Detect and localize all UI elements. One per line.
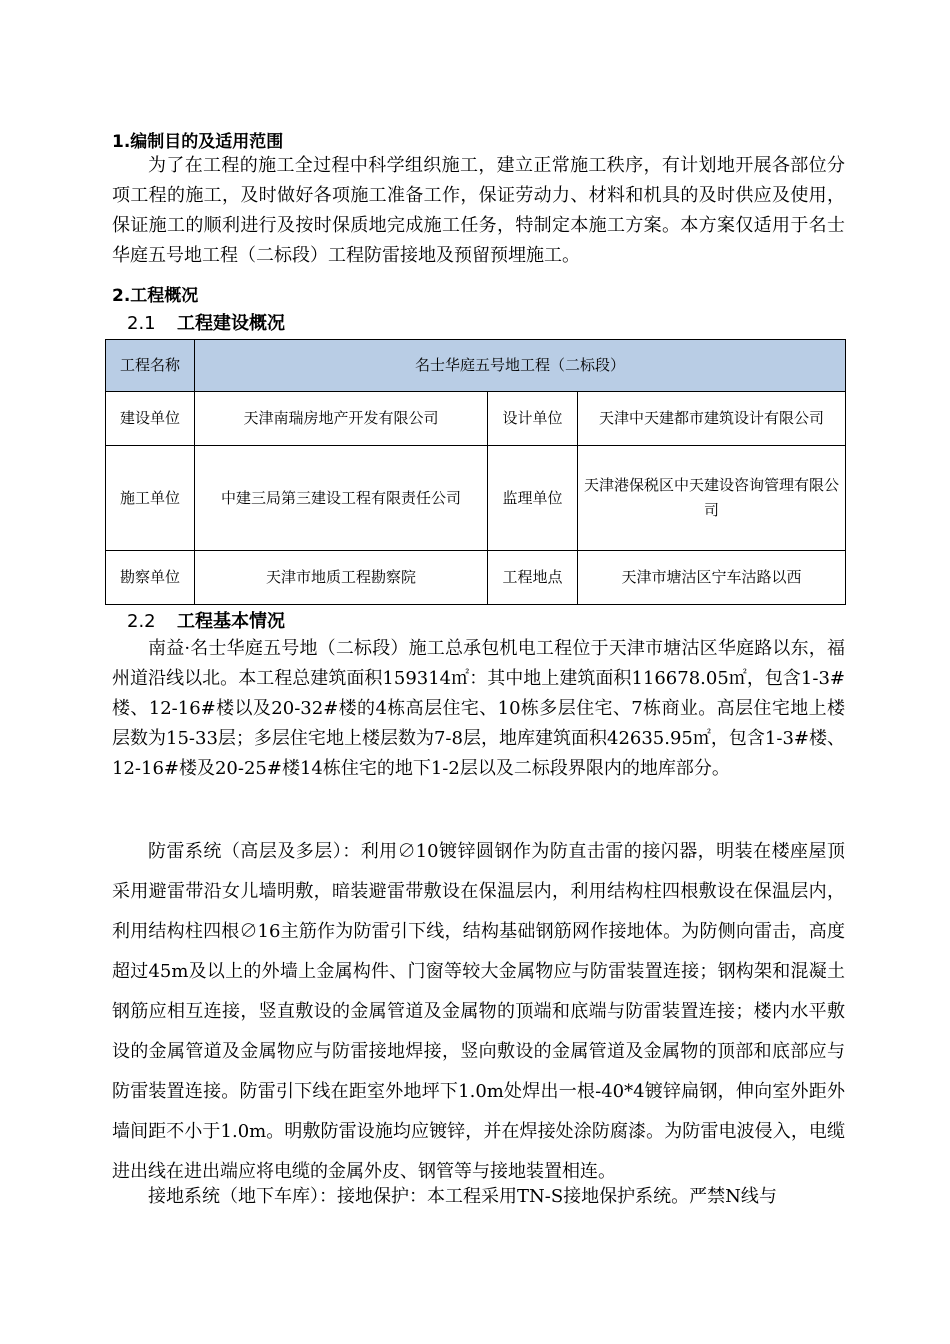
project-name-cell: 名士华庭五号地工程（二标段） xyxy=(195,340,846,392)
table-header-row xyxy=(106,340,846,392)
lightning-protection-paragraph: 防雷系统（高层及多层）：利用∅10镀锌圆钢作为防直击雷的接闪器，明装在楼座屋顶采用避雷带沿女儿墙明敷，暗装避雷带敷设在保温层内，利用结构柱四根敷设在保温层内，利用结构柱四根∅16主筋作为防雷引下线，结构基础钢筋网作接地体。为防侧向雷击，高度超过45m及以上的外墙上金属构件、门窗等较大金属物应与防雷装置连接；钢构架和混凝土钢筋应相互连接，竖直敷设的金属管道及金属物的顶端和底端与防雷装置连接；楼内水平敷设的金属管道及金属物应与防雷接地焊接，竖向敷设的金属管道及金属物的顶部和底部应与防雷装置连接。防雷引下线在距室外地坪下1.0m处焊出一根-40*4镀锌扁钢，伸向室外距外墙间距不小于1.0m。明敷防雷设施均应镀锌，并在焊接处涂防腐漆。为防雷电波侵入，电缆进出线在进出端应将电缆的金属外皮、钢管等与接地装置相连。 xyxy=(112,841,845,1182)
section-1-paragraph: 为了在工程的施工全过程中科学组织施工，建立正常施工秩序，有计划地开展各部位分项工程的施工，及时做好各项施工准备工作，保证劳动力、材料和机具的及时供应及使用，保证施工的顺利进行及按时保质地完成施工任务，特制定本施工方案。本方案仅适用于名士华庭五号地工程（二标段）工程防雷接地及预留预埋施工。 xyxy=(112,155,845,266)
table-value-cell: 天津中天建都市建筑设计有限公司 xyxy=(578,392,846,446)
subsection-title: 工程建设概况 xyxy=(177,313,285,334)
subsection-title: 工程基本情况 xyxy=(177,611,285,632)
table-value-cell: 天津港保税区中天建设咨询管理有限公司 xyxy=(578,446,846,551)
table-row xyxy=(106,392,846,446)
table-label-cell: 施工单位 xyxy=(106,446,195,551)
table-row xyxy=(106,446,846,551)
grounding-system-paragraph: 接地系统（地下车库）：接地保护：本工程采用TN-S接地保护系统。严禁N线与 xyxy=(148,1186,777,1207)
table-value-cell: 天津市塘沽区宁车沽路以西 xyxy=(578,551,846,605)
table-label-cell: 工程名称 xyxy=(106,340,195,392)
subsection-2-2-heading xyxy=(127,607,285,633)
table-value-cell: 中建三局第三建设工程有限责任公司 xyxy=(195,446,488,551)
table-value-cell: 天津市地质工程勘察院 xyxy=(195,551,488,605)
table-label-cell: 监理单位 xyxy=(488,446,578,551)
section-1-heading: 1.编制目的及适用范围 xyxy=(112,132,284,152)
project-info-table xyxy=(105,339,846,605)
subsection-number: 2.2 xyxy=(127,611,156,632)
table-label-cell: 设计单位 xyxy=(488,392,578,446)
basic-info-paragraph-1: 南益·名士华庭五号地（二标段）施工总承包机电工程位于天津市塘沽区华庭路以东，福州道沿线以北。本工程总建筑面积159314㎡：其中地上建筑面积116678.05㎡，包含1-3#楼、12-16#楼以及20-32#楼的4栋高层住宅、10栋多层住宅、7栋商业。高层住宅地上楼层数为15-33层；多层住宅地上楼层数为7-8层，地库建筑面积42635.95㎡，包含1-3#楼、12-16#楼及20-25#楼14栋住宅的地下1-2层以及二标段界限内的地库部分。 xyxy=(112,638,845,779)
section-2-heading: 2.工程概况 xyxy=(112,286,199,306)
table-label-cell: 勘察单位 xyxy=(106,551,195,605)
subsection-number: 2.1 xyxy=(127,313,156,334)
table-label-cell: 建设单位 xyxy=(106,392,195,446)
table-value-cell: 天津南瑞房地产开发有限公司 xyxy=(195,392,488,446)
table-row xyxy=(106,551,846,605)
table-label-cell: 工程地点 xyxy=(488,551,578,605)
subsection-2-1-heading xyxy=(127,309,285,335)
